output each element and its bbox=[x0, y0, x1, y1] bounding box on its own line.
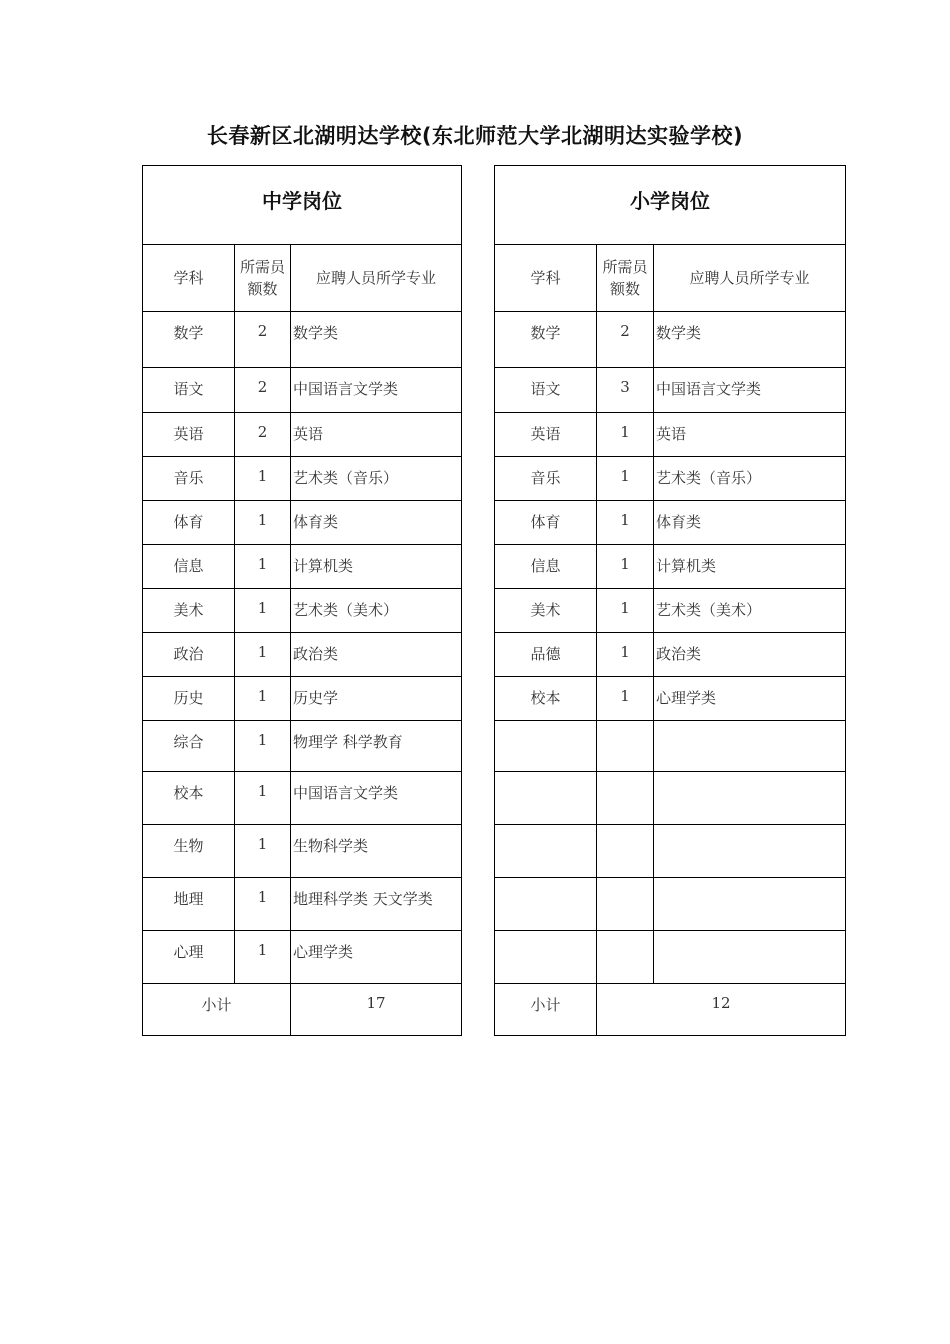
cell-subject: 生物 bbox=[143, 825, 235, 878]
cell-major: 计算机类 bbox=[291, 545, 462, 589]
cell-subject: 美术 bbox=[143, 589, 235, 633]
cell-count: 1 bbox=[235, 878, 291, 931]
primary-school-header: 小学岗位 bbox=[495, 166, 846, 245]
cell-subject bbox=[495, 825, 597, 878]
cell-subject: 综合 bbox=[143, 721, 235, 772]
cell-subject bbox=[495, 931, 597, 984]
cell-subject: 心理 bbox=[143, 931, 235, 984]
middle-school-table bbox=[142, 165, 462, 1036]
cell-count bbox=[597, 931, 654, 984]
cell-subject: 音乐 bbox=[495, 457, 597, 501]
col-header-major: 应聘人员所学专业 bbox=[291, 245, 462, 312]
table-row bbox=[495, 825, 846, 878]
cell-subject: 地理 bbox=[143, 878, 235, 931]
table-row bbox=[495, 413, 846, 457]
cell-major: 政治类 bbox=[291, 633, 462, 677]
table-row bbox=[143, 545, 462, 589]
table-row bbox=[495, 501, 846, 545]
table-row bbox=[143, 633, 462, 677]
cell-subject: 音乐 bbox=[143, 457, 235, 501]
cell-subject: 体育 bbox=[495, 501, 597, 545]
cell-subject: 数学 bbox=[495, 312, 597, 368]
cell-count: 3 bbox=[597, 368, 654, 413]
cell-count: 1 bbox=[235, 545, 291, 589]
cell-count: 1 bbox=[235, 633, 291, 677]
primary-school-table bbox=[494, 165, 846, 1036]
cell-major bbox=[654, 931, 846, 984]
cell-count: 1 bbox=[597, 545, 654, 589]
table-row bbox=[143, 589, 462, 633]
cell-count: 1 bbox=[597, 677, 654, 721]
cell-count bbox=[597, 721, 654, 772]
cell-major bbox=[654, 825, 846, 878]
cell-subject bbox=[495, 878, 597, 931]
cell-major: 历史学 bbox=[291, 677, 462, 721]
cell-count: 2 bbox=[235, 413, 291, 457]
cell-subject: 信息 bbox=[143, 545, 235, 589]
subtotal-label: 小计 bbox=[495, 984, 597, 1036]
col-header-count: 所需员额数 bbox=[597, 245, 654, 312]
cell-count bbox=[597, 825, 654, 878]
cell-count bbox=[597, 878, 654, 931]
table-row bbox=[143, 312, 462, 368]
cell-count: 1 bbox=[597, 589, 654, 633]
table-row bbox=[495, 677, 846, 721]
cell-count: 1 bbox=[235, 677, 291, 721]
table-row bbox=[143, 677, 462, 721]
table-row bbox=[495, 931, 846, 984]
table-row bbox=[143, 772, 462, 825]
cell-major: 体育类 bbox=[654, 501, 846, 545]
cell-count: 1 bbox=[597, 413, 654, 457]
cell-count: 1 bbox=[235, 772, 291, 825]
table-row bbox=[495, 457, 846, 501]
table-row bbox=[495, 772, 846, 825]
table-row bbox=[143, 721, 462, 772]
cell-major: 政治类 bbox=[654, 633, 846, 677]
cell-count: 2 bbox=[597, 312, 654, 368]
col-header-subject: 学科 bbox=[495, 245, 597, 312]
col-header-subject: 学科 bbox=[143, 245, 235, 312]
table-row bbox=[143, 931, 462, 984]
subtotal-row bbox=[495, 984, 846, 1036]
cell-major: 生物科学类 bbox=[291, 825, 462, 878]
cell-major: 计算机类 bbox=[654, 545, 846, 589]
cell-major: 中国语言文学类 bbox=[291, 772, 462, 825]
table-row bbox=[143, 501, 462, 545]
table-row bbox=[143, 878, 462, 931]
cell-major bbox=[654, 721, 846, 772]
cell-count: 1 bbox=[235, 721, 291, 772]
table-row bbox=[495, 721, 846, 772]
cell-subject: 历史 bbox=[143, 677, 235, 721]
subtotal-label: 小计 bbox=[143, 984, 291, 1036]
cell-major: 中国语言文学类 bbox=[654, 368, 846, 413]
cell-subject: 校本 bbox=[143, 772, 235, 825]
table-row bbox=[495, 589, 846, 633]
cell-count: 1 bbox=[597, 457, 654, 501]
cell-count: 1 bbox=[597, 501, 654, 545]
page-title: 长春新区北湖明达学校(东北师范大学北湖明达实验学校) bbox=[206, 124, 744, 148]
subtotal-row bbox=[143, 984, 462, 1036]
cell-subject: 语文 bbox=[143, 368, 235, 413]
subtotal-value: 17 bbox=[291, 984, 462, 1036]
subtotal-value: 12 bbox=[597, 984, 846, 1036]
cell-major: 艺术类（音乐） bbox=[291, 457, 462, 501]
cell-count: 1 bbox=[235, 825, 291, 878]
cell-subject: 英语 bbox=[143, 413, 235, 457]
table-row bbox=[143, 457, 462, 501]
cell-major: 艺术类（音乐） bbox=[654, 457, 846, 501]
cell-count: 1 bbox=[597, 633, 654, 677]
cell-subject: 信息 bbox=[495, 545, 597, 589]
cell-major: 心理学类 bbox=[654, 677, 846, 721]
cell-count: 2 bbox=[235, 368, 291, 413]
cell-major: 英语 bbox=[654, 413, 846, 457]
cell-major: 艺术类（美术） bbox=[291, 589, 462, 633]
cell-major: 英语 bbox=[291, 413, 462, 457]
table-row bbox=[495, 368, 846, 413]
table-row bbox=[143, 413, 462, 457]
cell-major bbox=[654, 878, 846, 931]
cell-major bbox=[654, 772, 846, 825]
col-header-count: 所需员额数 bbox=[235, 245, 291, 312]
cell-subject: 体育 bbox=[143, 501, 235, 545]
cell-subject: 英语 bbox=[495, 413, 597, 457]
cell-count: 1 bbox=[235, 501, 291, 545]
cell-subject: 数学 bbox=[143, 312, 235, 368]
cell-major: 数学类 bbox=[291, 312, 462, 368]
cell-subject bbox=[495, 721, 597, 772]
cell-major: 艺术类（美术） bbox=[654, 589, 846, 633]
cell-subject: 品德 bbox=[495, 633, 597, 677]
col-header-major: 应聘人员所学专业 bbox=[654, 245, 846, 312]
cell-count: 1 bbox=[235, 457, 291, 501]
table-row bbox=[143, 368, 462, 413]
table-row bbox=[495, 312, 846, 368]
table-row bbox=[495, 878, 846, 931]
cell-count: 1 bbox=[235, 589, 291, 633]
middle-school-header: 中学岗位 bbox=[143, 166, 462, 245]
table-row bbox=[495, 545, 846, 589]
cell-count: 2 bbox=[235, 312, 291, 368]
cell-major: 地理科学类 天文学类 bbox=[291, 878, 462, 931]
cell-major: 中国语言文学类 bbox=[291, 368, 462, 413]
cell-major: 物理学 科学教育 bbox=[291, 721, 462, 772]
cell-subject: 语文 bbox=[495, 368, 597, 413]
cell-count bbox=[597, 772, 654, 825]
cell-subject: 美术 bbox=[495, 589, 597, 633]
cell-major: 心理学类 bbox=[291, 931, 462, 984]
cell-major: 体育类 bbox=[291, 501, 462, 545]
cell-subject: 政治 bbox=[143, 633, 235, 677]
cell-subject: 校本 bbox=[495, 677, 597, 721]
cell-major: 数学类 bbox=[654, 312, 846, 368]
table-row bbox=[143, 825, 462, 878]
cell-subject bbox=[495, 772, 597, 825]
cell-count: 1 bbox=[235, 931, 291, 984]
table-row bbox=[495, 633, 846, 677]
